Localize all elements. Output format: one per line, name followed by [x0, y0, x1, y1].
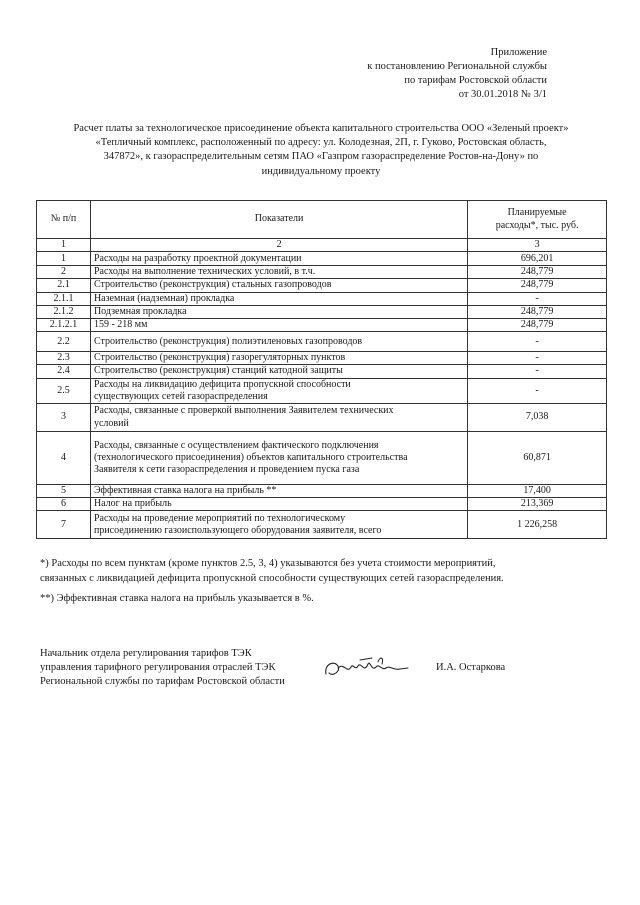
appendix-line: Приложение [490, 47, 547, 58]
table-row [37, 305, 607, 318]
indicator-line: Расходы на разработку проектной документации [93, 252, 302, 264]
row-number: 6 [37, 498, 91, 511]
signer-line: Начальник отдела регулирования тарифов ТЭК [40, 648, 252, 659]
header-indicator: Показатели [90, 201, 467, 239]
row-value: - [468, 332, 607, 352]
table-row [37, 332, 607, 352]
title-line: индивидуальному проекту [261, 165, 381, 177]
signer-line: управления тарифного регулирования отраслей ТЭК [40, 662, 276, 674]
row-number: 2.1.1 [37, 292, 91, 305]
row-value: 60,871 [468, 432, 607, 485]
footnote-line: связанных с ликвидацией дефицита пропускной способности существующих сетей газораспределения. [40, 572, 504, 584]
row-number: 2.1.2 [37, 305, 91, 318]
row-number: 3 [37, 404, 91, 432]
row-value: 213,369 [468, 498, 607, 511]
row-indicator [90, 498, 467, 511]
indicator-line: (технологического присоединения) объектов капитального строительства [93, 451, 408, 463]
row-indicator [90, 279, 467, 292]
row-value: - [468, 352, 607, 365]
indicator-line: Строительство (реконструкция) стальных газопроводов [93, 279, 332, 291]
title-line: 347872», к газораспределительным сетям ПАО «Газпром газораспределение Ростов-на-Дону» по [103, 151, 539, 163]
row-indicator [90, 378, 467, 403]
row-number: 2.2 [37, 332, 91, 352]
row-number: 2.1 [37, 279, 91, 292]
appendix-line: по тарифам Ростовской области [404, 75, 547, 86]
row-indicator [90, 292, 467, 305]
calculation-table [36, 200, 607, 539]
indicator-line: Налог на прибыль [93, 498, 172, 510]
table-row [37, 252, 607, 266]
row-indicator [90, 266, 467, 279]
row-value: - [468, 365, 607, 378]
appendix-line: от 30.01.2018 № 3/1 [458, 89, 547, 100]
row-value: 7,038 [468, 404, 607, 432]
indicator-line: Расходы на выполнение технических условий, в т.ч. [93, 266, 316, 278]
indicator-line: условий [93, 417, 129, 429]
row-indicator [90, 365, 467, 378]
indicator-line: Строительство (реконструкция) полиэтиленовых газопроводов [93, 335, 363, 347]
row-number: 2 [37, 266, 91, 279]
handwritten-signature [320, 652, 412, 688]
table-row [37, 279, 607, 292]
row-indicator [90, 305, 467, 318]
row-number: 7 [37, 511, 91, 539]
table-row [37, 378, 607, 403]
row-number: 2.3 [37, 352, 91, 365]
table-row [37, 319, 607, 332]
row-value: 248,779 [468, 319, 607, 332]
indicator-line: Заявителя к сети газораспределения и проведением пуска газа [93, 464, 360, 476]
table-row [37, 498, 607, 511]
table-row [37, 266, 607, 279]
row-value: - [468, 378, 607, 403]
header-planned-line: Планируемые [507, 207, 567, 219]
row-number: 2.4 [37, 365, 91, 378]
table-row [37, 352, 607, 365]
row-value: 248,779 [468, 305, 607, 318]
indicator-line: Расходы на проведение мероприятий по технологическому [93, 512, 346, 524]
appendix-block [367, 46, 547, 102]
row-indicator [90, 404, 467, 432]
row-indicator [90, 319, 467, 332]
signer-name: И.А. Остаркова [436, 662, 506, 673]
document-title [36, 122, 606, 179]
row-indicator [90, 485, 467, 498]
row-number: 2.1.2.1 [37, 319, 91, 332]
row-value: 248,779 [468, 279, 607, 292]
row-value: 1 226,258 [468, 511, 607, 539]
indicator-line: присоединению газоиспользующего оборудования заявителя, всего [93, 524, 382, 536]
indicator-line: Строительство (реконструкция) газорегуляторных пунктов [93, 352, 346, 364]
row-number: 2.5 [37, 378, 91, 403]
row-indicator [90, 432, 467, 485]
footnote-line: *) Расходы по всем пунктам (кроме пунктов 2.5, 3, 4) указываются без учета стоимости мероприятий, [40, 558, 496, 569]
index-cell: 3 [468, 239, 607, 252]
row-number: 5 [37, 485, 91, 498]
index-cell: 2 [90, 239, 467, 252]
indicator-line: Подземная прокладка [93, 305, 187, 317]
indicator-line: Расходы на ликвидацию дефицита пропускной способности [93, 378, 351, 390]
indicator-line: Расходы, связанные с проверкой выполнения Заявителем технических [93, 405, 394, 417]
index-cell: 1 [37, 239, 91, 252]
footnotes [40, 557, 600, 613]
title-line: Расчет платы за технологическое присоединение объекта капитального строительства ООО «Зеленый проект» [73, 123, 569, 134]
table-row [37, 511, 607, 539]
table-row [37, 432, 607, 485]
table-header-row [37, 201, 607, 239]
indicator-line: существующих сетей газораспределения [93, 390, 268, 402]
indicator-line: Расходы, связанные с осуществлением фактического подключения [93, 439, 379, 451]
header-planned-line: расходы*, тыс. руб. [495, 219, 579, 231]
row-indicator [90, 352, 467, 365]
header-num: № п/п [37, 201, 91, 239]
table-row [37, 485, 607, 498]
row-number: 1 [37, 252, 91, 266]
row-indicator [90, 252, 467, 266]
signer-line: Региональной службы по тарифам Ростовской области [40, 676, 285, 688]
signer-position [40, 647, 285, 690]
row-number: 4 [37, 432, 91, 485]
footnote-1 [40, 557, 600, 586]
table-index-row [37, 239, 607, 252]
indicator-line: Наземная (надземная) прокладка [93, 292, 235, 304]
indicator-line: Строительство (реконструкция) станций катодной защиты [93, 365, 343, 377]
row-value: 696,201 [468, 252, 607, 266]
row-value: 17,400 [468, 485, 607, 498]
title-line: «Тепличный комплекс, расположенный по адресу: ул. Колодезная, 2П, г. Гуково, Ростовская область, [95, 137, 547, 149]
table-row [37, 292, 607, 305]
indicator-line: Эффективная ставка налога на прибыль ** [93, 485, 277, 497]
header-planned [468, 201, 607, 239]
appendix-line: к постановлению Региональной службы [367, 61, 547, 72]
footnote-2: **) Эффективная ставка налога на прибыль указывается в %. [40, 593, 314, 604]
row-value: - [468, 292, 607, 305]
indicator-line: 159 - 218 мм [93, 319, 148, 331]
row-value: 248,779 [468, 266, 607, 279]
table-row [37, 404, 607, 432]
row-indicator [90, 511, 467, 539]
table-row [37, 365, 607, 378]
row-indicator [90, 332, 467, 352]
